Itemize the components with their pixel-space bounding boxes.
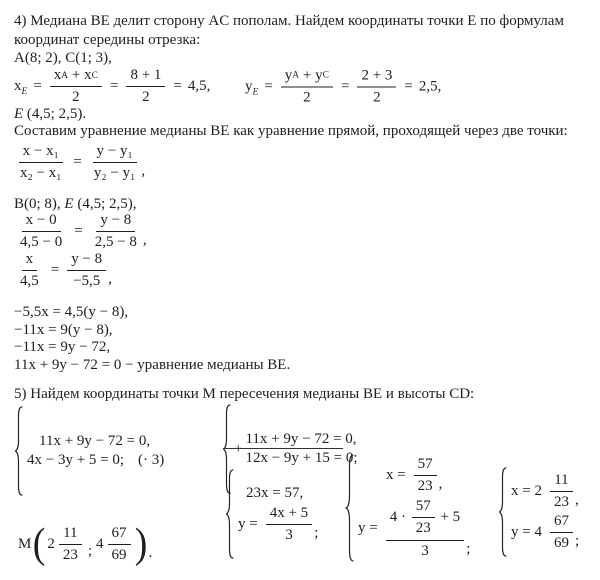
system5-equation-2: y = 4 $\frac{67}{69}$ ; bbox=[511, 513, 580, 551]
summation-line bbox=[224, 448, 343, 449]
y-mixed-fraction: $\frac{67}{69}$ bbox=[550, 513, 573, 552]
comma: , bbox=[141, 163, 146, 179]
formula-x-e bbox=[14, 67, 210, 106]
system1-equation-2: 4x − 3y + 5 = 0; bbox=[27, 452, 125, 468]
median-eq-substituted bbox=[14, 212, 592, 251]
points-b-e: B(0; 8), E (4,5; 2,5), bbox=[14, 196, 137, 212]
coordinate-separator: ; bbox=[87, 543, 93, 559]
y-fraction-part: $\frac{67}{69}$ bbox=[108, 525, 131, 564]
part4-intro-line1: 4) Медиана BE делит сторону AC пополам. Найдем координаты точки E по формулам bbox=[14, 13, 564, 29]
system-exact-values bbox=[345, 454, 470, 562]
ye-lhs: $y_E$ bbox=[245, 78, 259, 97]
derivation-steps bbox=[14, 304, 592, 374]
xe-result: 4,5, bbox=[187, 78, 211, 94]
points-a-c: A(8; 2), C(1; 3), bbox=[14, 50, 112, 66]
multiply-by-3-note: (· 3) bbox=[138, 452, 165, 468]
median-equation-intro: Составим уравнение медианы BE как уравнение прямой, проходящей через две точки: bbox=[14, 123, 568, 139]
equals-sign: = bbox=[109, 78, 119, 94]
system3-equation-1: 23x = 57, bbox=[246, 485, 304, 501]
comma: , bbox=[574, 492, 579, 508]
part-5-section bbox=[0, 384, 600, 580]
midpoint-formulas-row bbox=[14, 67, 592, 106]
general-fraction-right: $\frac{\text{y − y₁}}{\text{y₂ − y₁}}$ bbox=[93, 143, 136, 181]
xe-fraction-symbolic: x A + x C 2 bbox=[50, 67, 102, 106]
xe-lhs: $x_E$ bbox=[14, 78, 28, 97]
step-line-1: −5,5x = 4,5(y − 8), bbox=[14, 304, 129, 320]
equals-sign: = bbox=[264, 78, 273, 94]
xe-fraction-numeric: $\frac{8 + 1}{2}$ bbox=[126, 67, 165, 106]
point-e: E (4,5; 2,5). bbox=[14, 106, 87, 122]
system1-equation-1: 11x + 9y − 72 = 0, bbox=[39, 433, 151, 449]
x-value-fraction: $\frac{57}{23}$ bbox=[414, 456, 437, 495]
ye-result: 2,5, bbox=[418, 78, 442, 94]
two-point-line-formula bbox=[14, 143, 592, 182]
simplified-fraction-right: $\frac{y - 8}{-5,5}$ bbox=[67, 251, 106, 290]
system-mixed-numbers bbox=[498, 467, 579, 557]
formula-y-e bbox=[245, 67, 441, 106]
step-line-4-median-equation: 11x + 9y − 72 = 0 − уравнение медианы BE. bbox=[14, 356, 291, 373]
point-m-label: M bbox=[18, 536, 32, 552]
nested-fraction: $\frac{57}{23}$ bbox=[412, 498, 435, 537]
part5-intro: 5) Найдем координаты точки M пересечения медианы BE и высоты CD: bbox=[14, 386, 475, 402]
part4-intro-line2: координат середины отрезка: bbox=[14, 32, 201, 48]
final-answer-point-m bbox=[18, 520, 153, 567]
addition-plus-sign: + bbox=[234, 440, 243, 457]
x-mixed-fraction: $\frac{11}{23}$ bbox=[550, 472, 573, 511]
equals-sign: = bbox=[173, 78, 182, 94]
median-eq-simplified bbox=[14, 251, 592, 290]
step-line-2: −11x = 9(y − 8), bbox=[14, 321, 113, 338]
system2-equation-2: 12x − 9y + 15 = 0; bbox=[245, 450, 358, 466]
system-original bbox=[14, 406, 164, 496]
comma: , bbox=[108, 271, 112, 287]
equals-sign: = bbox=[50, 262, 60, 278]
system3-equation-2: y = $\frac{4x + 5}{3}$ ; bbox=[238, 505, 319, 543]
comma: , bbox=[142, 232, 147, 248]
period: . bbox=[148, 545, 153, 561]
system-brace-icon bbox=[225, 469, 234, 559]
general-fraction-left: $\frac{\text{x − x₁}}{\text{x₂ − x₁}}$ bbox=[20, 143, 62, 181]
equals-sign: = bbox=[74, 223, 83, 239]
system-reduced bbox=[225, 469, 318, 559]
y-value-big-fraction: 4 · $\frac{57}{23}$ + 5 3 bbox=[386, 497, 464, 560]
substituted-fraction-right: $\frac{y - 8}{2,5 - 8}$ bbox=[94, 212, 137, 250]
system3-fraction: $\frac{4x + 5}{3}$ bbox=[266, 505, 312, 544]
system4-equation-1: x = $\frac{57}{23}$ , bbox=[385, 456, 443, 494]
substituted-fraction-left: $\frac{x - 0}{4,5 - 0}$ bbox=[20, 212, 63, 250]
system2-equation-1: 11x + 9y − 72 = 0, bbox=[245, 431, 357, 447]
semicolon: ; bbox=[314, 525, 319, 541]
system-brace-icon bbox=[498, 467, 507, 557]
x-fraction-part: $\frac{11}{23}$ bbox=[59, 525, 82, 564]
system4-equation-2: y = 4 · $\frac{57}{23}$ + 5 3 ; bbox=[358, 498, 471, 559]
system-brace-icon bbox=[14, 406, 23, 496]
simplified-fraction-left: $\frac{x}{4,5}$ bbox=[20, 251, 39, 289]
semicolon: ; bbox=[574, 533, 580, 549]
ye-fraction-symbolic: y A + y C 2 bbox=[281, 67, 333, 106]
x-whole-part: 2 bbox=[47, 536, 55, 552]
comma: , bbox=[438, 476, 443, 492]
equals-sign: = bbox=[340, 78, 350, 94]
equals-sign: = bbox=[404, 78, 413, 94]
system-brace-icon bbox=[345, 454, 354, 562]
close-paren: ) bbox=[134, 520, 147, 567]
open-paren: ( bbox=[33, 520, 46, 567]
equals-sign: = bbox=[73, 154, 82, 170]
y-whole-part: 4 bbox=[96, 536, 104, 552]
equals-sign: = bbox=[33, 78, 42, 94]
semicolon: ; bbox=[466, 541, 471, 557]
system5-equation-1: x = 2 $\frac{11}{23}$ , bbox=[511, 472, 579, 510]
step-line-3: −11x = 9y − 72, bbox=[14, 339, 111, 355]
ye-fraction-numeric: $\frac{2 + 3}{2}$ bbox=[357, 67, 396, 106]
